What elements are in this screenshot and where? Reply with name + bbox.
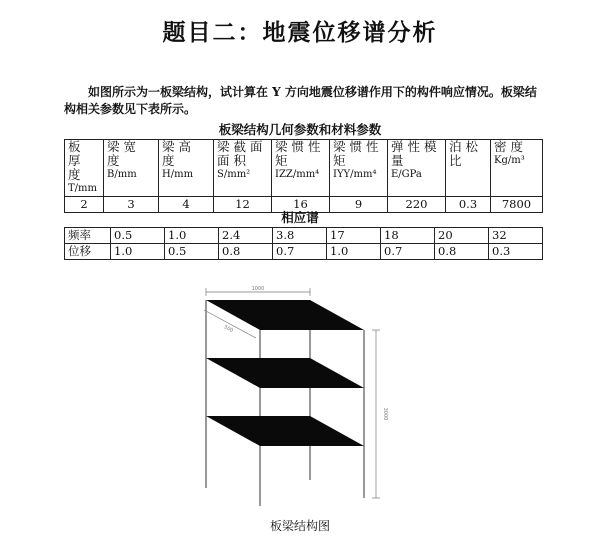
value-cell: 3.8 [273, 228, 327, 244]
header-cell: 梁宽度 B/mm [104, 140, 159, 197]
slab-bottom [206, 416, 364, 446]
value-cell: 32 [489, 228, 543, 244]
header-cell: 泊松比 [446, 140, 491, 197]
depth-dimension-label: 500 [222, 324, 235, 335]
height-dimension-label: 3000 [382, 407, 388, 421]
value-cell: 17 [327, 228, 381, 244]
header-cell: 梁惯性矩 IZZ/mm⁴ [272, 140, 330, 197]
slab-middle [206, 358, 364, 388]
page-title: 题目二：地震位移谱分析 [162, 19, 438, 46]
value-cell: 4 [159, 197, 214, 213]
header-cell: 板厚度 T/mm [65, 140, 104, 197]
header-cell: 梁截面面积 S/mm² [214, 140, 272, 197]
value-cell: 1.0 [111, 244, 165, 260]
value-cell: 9 [330, 197, 388, 213]
figure-caption: 板梁结构图 [269, 519, 330, 533]
width-dimension-label: 1000 [251, 286, 265, 292]
value-cell: 1.0 [327, 244, 381, 260]
value-cell: 2.4 [219, 228, 273, 244]
value-cell: 3 [104, 197, 159, 213]
value-cell: 0.3 [489, 244, 543, 260]
row-label: 频率 [65, 228, 111, 244]
value-cell: 0.7 [273, 244, 327, 260]
value-cell: 220 [388, 197, 446, 213]
value-cell: 18 [381, 228, 435, 244]
value-cell: 0.8 [219, 244, 273, 260]
value-cell: 0.8 [435, 244, 489, 260]
value-cell: 0.5 [165, 244, 219, 260]
row-label: 位移 [65, 244, 111, 260]
value-cell: 20 [435, 228, 489, 244]
header-cell: 梁高度 H/mm [159, 140, 214, 197]
header-cell: 密度 Kg/m³ [491, 140, 543, 197]
value-cell: 16 [272, 197, 330, 213]
value-cell: 0.7 [381, 244, 435, 260]
header-cell: 梁惯性矩 IYY/mm⁴ [330, 140, 388, 197]
value-cell: 12 [214, 197, 272, 213]
value-cell: 0.5 [111, 228, 165, 244]
value-cell: 7800 [491, 197, 543, 213]
value-cell: 1.0 [165, 228, 219, 244]
intro-paragraph: 如图所示为一板梁结构，试计算在 Y 方向地震位移谱作用下的构件响应情况。板梁结构相关参数见下表所示。 [64, 85, 537, 116]
table2-caption: 相应谱 [281, 210, 319, 225]
value-cell: 2 [65, 197, 104, 213]
value-cell: 0.3 [446, 197, 491, 213]
table1-caption: 板梁结构几何参数和材料参数 [218, 122, 382, 137]
header-cell: 弹性模量 E/GPa [388, 140, 446, 197]
